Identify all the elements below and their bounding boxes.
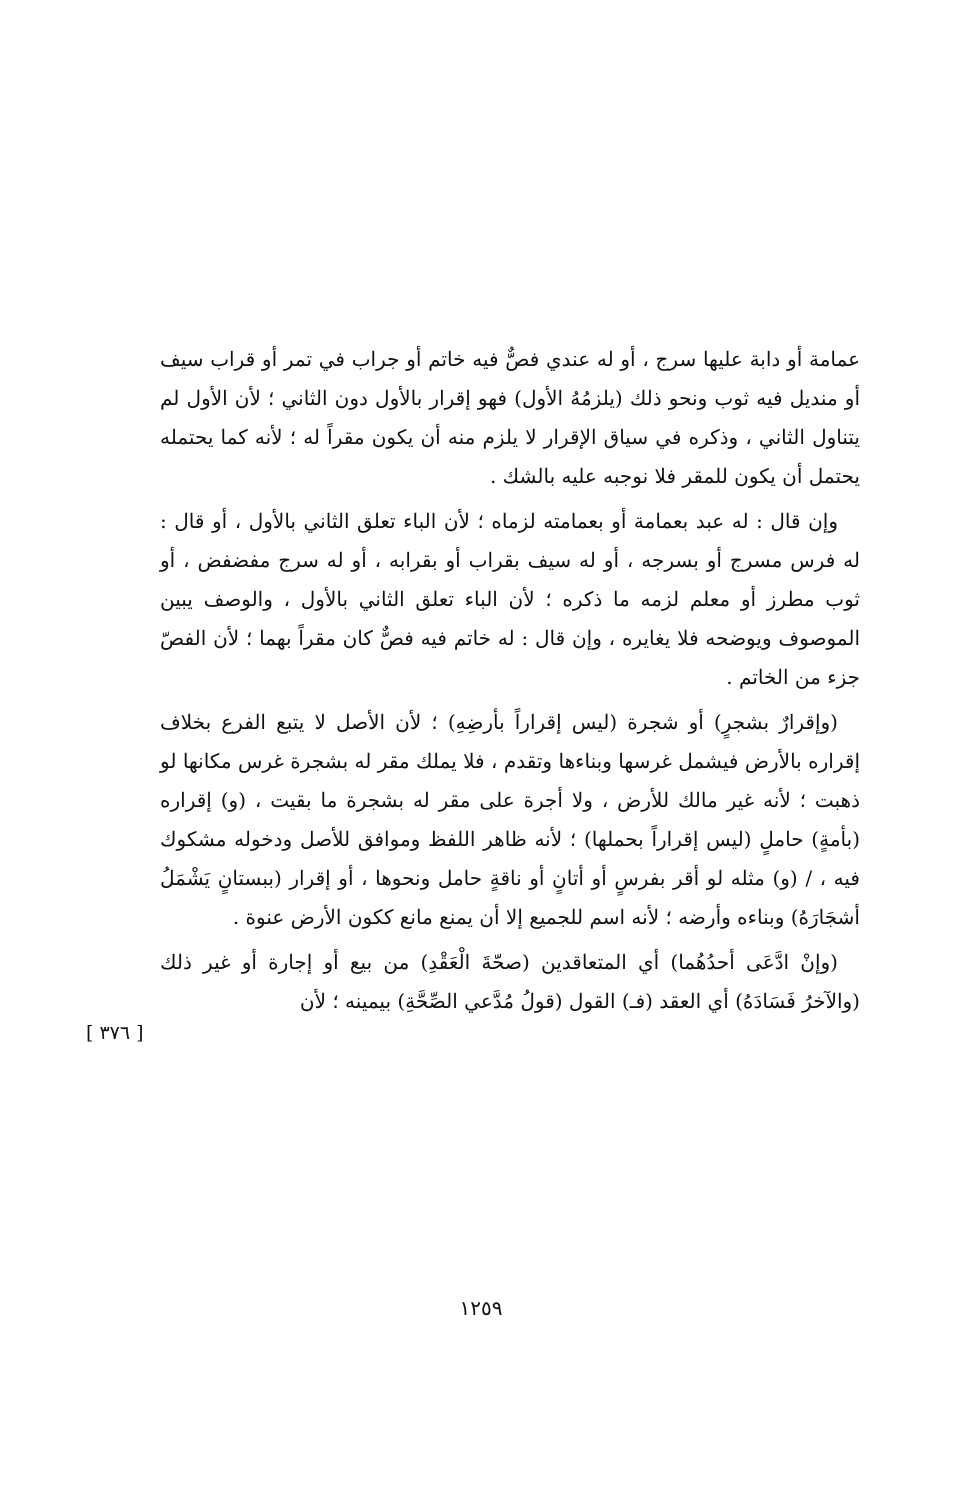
margin-page-reference: [ ٣٧٦ ] — [86, 1022, 144, 1044]
paragraph-3: (وإقرارٌ بشجرٍ) أو شجرة (ليس إقراراً بأرضِهِ) ؛ لأن الأصل لا يتبع الفرع بخلاف إقراره بالأرض فيشمل غرسها وبناءها وتقدم ، فلا يملك مقر له بشجرة غرس مكانها لو ذهبت ؛ لأنه غير مالك للأرض ، ولا أجرة على مقر له بشجرة ما بقيت ، (و) إقراره (بأمةٍ) حاملٍ (ليس إقراراً بحملها) ؛ لأنه ظاهر اللفظ وموافق للأصل ودخوله مشكوك فيه ، / (و) مثله لو أقر بفرسٍ أو أتانٍ أو ناقةٍ حامل ونحوها ، أو إقرار (ببستانٍ يَشْمَلُ أشجَارَهُ) وبناءه وأرضه ؛ لأنه اسم للجميع إلا أن يمنع مانع ككون الأرض عنوة . — [160, 710, 860, 929]
paragraph-4: (وإنْ ادَّعَى أحدُهُما) أي المتعاقدين (صحّةَ الْعَقْدِ) من بيع أو إجارة أو غير ذلك (والآخرُ فَسَادَهُ) أي العقد (فـ) القول (قولُ مُدَّعي الصِّحَّةِ) بيمينه ؛ لأن — [160, 950, 860, 1013]
page-number: ١٢٥٩ — [459, 1296, 503, 1320]
paragraph-1: عمامة أو دابة عليها سرج ، أو له عندي فصٌّ فيه خاتم أو جراب في تمر أو قراب سيف أو منديل فيه ثوب ونحو ذلك (يلزمُهُ الأول) فهو إقرار بالأول دون الثاني ؛ لأن الأول لم يتناول الثاني ، وذكره في سياق الإقرار لا يلزم منه أن يكون مقراً له ؛ لأنه كما يحتمله يحتمل أن يكون للمقر فلا نوجبه عليه بالشك . — [160, 347, 860, 488]
body-text — [160, 340, 860, 1027]
paragraph-2: وإن قال : له عبد بعمامة أو بعمامته لزماه ؛ لأن الباء تعلق الثاني بالأول ، أو قال : له فرس مسرج أو بسرجه ، أو له سيف بقراب أو بقرابه ، أو له سرج مفضفض ، أو ثوب مطرز أو معلم لزمه ما ذكره ؛ لأن الباء تعلق الثاني بالأول ، والوصف يبين الموصوف ويوضحه فلا يغايره ، وإن قال : له خاتم فيه فصٌّ كان مقراً بهما ؛ لأن الفصّ جزء من الخاتم . — [160, 509, 860, 689]
